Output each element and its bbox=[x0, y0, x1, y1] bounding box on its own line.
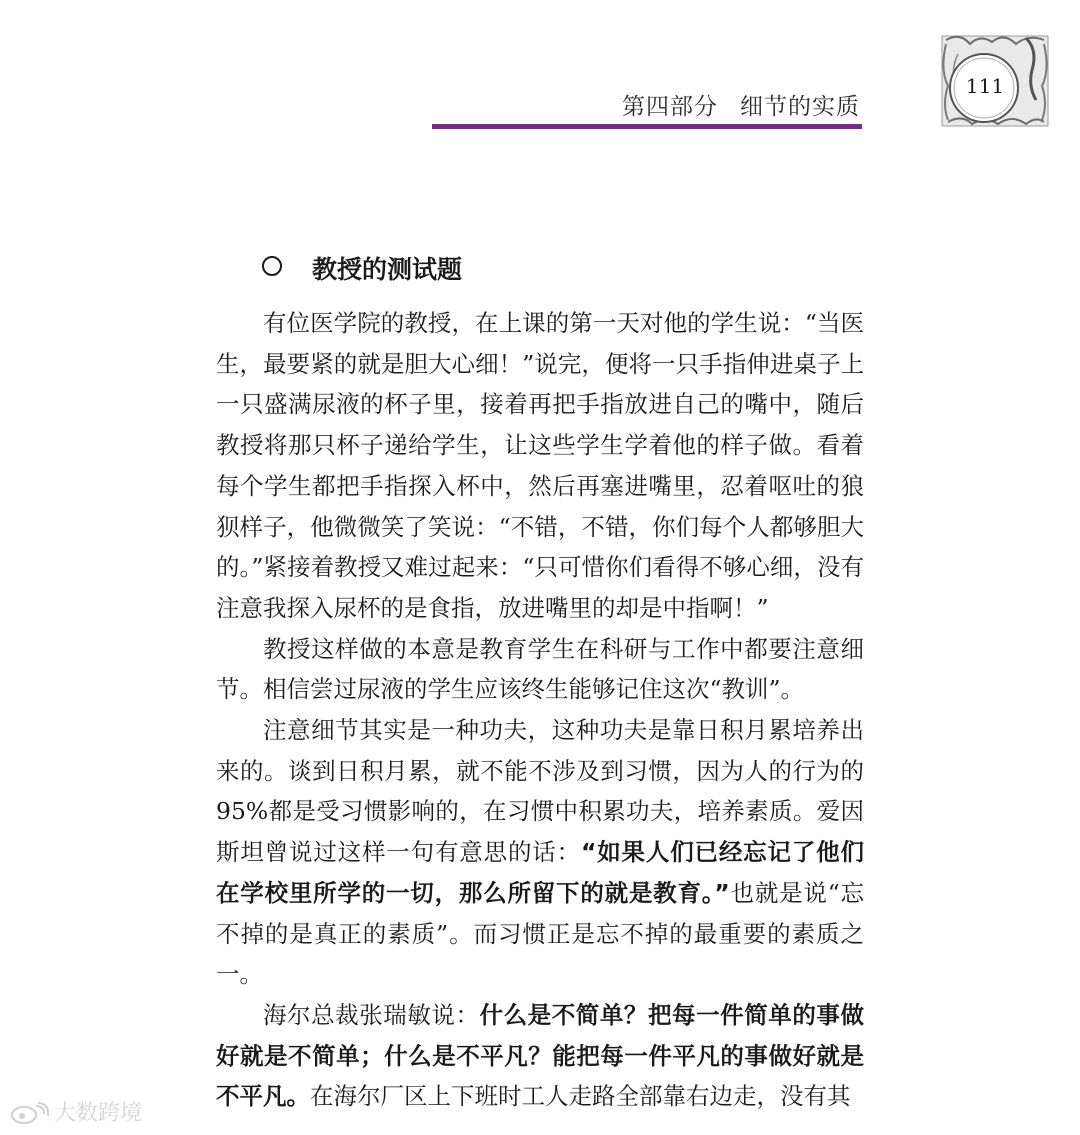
circle-marker-icon bbox=[262, 256, 282, 276]
paragraph-text: 教授这样做的本意是教育学生在科研与工作中都要注意细节。相信尝过尿液的学生应该终生能够记住这次“教训”。 bbox=[216, 634, 864, 704]
weibo-logo-icon bbox=[10, 1102, 50, 1124]
running-header bbox=[600, 88, 860, 121]
paragraph-text: 也就是说“忘不掉的是真正的素质”。而习惯正是忘不掉的最重要的素质之一。 bbox=[216, 878, 864, 989]
header-part: 第四部分 bbox=[622, 94, 718, 120]
paragraph bbox=[216, 710, 864, 995]
section-title: 教授的测试题 bbox=[312, 255, 463, 284]
paragraph-text: 注意细节其实是一种功夫，这种功夫是靠日积月累培养出来的。谈到日积月累，就不能不涉及到习惯，因为人的行为的95%都是受习惯影响的，在习惯中积累功夫，培养素质。爱因斯坦曾说过这样一句有意思的话： bbox=[216, 716, 864, 867]
header-chapter: 细节的实质 bbox=[740, 94, 860, 120]
header-rule bbox=[432, 124, 862, 129]
paragraph-text: 有位医学院的教授，在上课的第一天对他的学生说：“当医生，最要紧的就是胆大心细！”说完，便将一只手指伸进桌子上一只盛满尿液的杯子里，接着再把手指放进自己的嘴中，随后教授将那只杯子递给学生，让这些学生学着他的样子做。看着每个学生都把手指探入杯中，然后再塞进嘴里，忍着呕吐的狼狈样子，他微微笑了笑说：“不错，不错，你们每个人都够胆大的。”紧接着教授又难过起来：“只可惜你们看得不够心细，没有注意我探入尿杯的是食指，放进嘴里的却是中指啊！” bbox=[216, 309, 864, 622]
paragraph-text: 海尔总裁张瑞敏说： bbox=[263, 1000, 480, 1029]
paragraph bbox=[216, 303, 864, 629]
section-heading bbox=[262, 250, 462, 286]
paragraph-text: 在海尔厂区上下班时工人走路全部靠右边走，没有其 bbox=[310, 1082, 851, 1111]
paragraph bbox=[216, 629, 864, 710]
page-number: 111 bbox=[965, 74, 1005, 98]
watermark-text: 大数跨境 bbox=[54, 1101, 143, 1126]
bold-quote: “如果人们已经忘记了他们在学校里所学的一切，那么所留下的就是教育。” bbox=[216, 838, 864, 907]
paragraph bbox=[216, 995, 864, 1117]
watermark bbox=[10, 1096, 142, 1127]
bold-quote: 什么是不简单？把每一件简单的事做好就是不简单；什么是不平凡？能把每一件平凡的事做好就是不平凡。 bbox=[216, 1000, 864, 1111]
body-text bbox=[216, 303, 864, 1117]
